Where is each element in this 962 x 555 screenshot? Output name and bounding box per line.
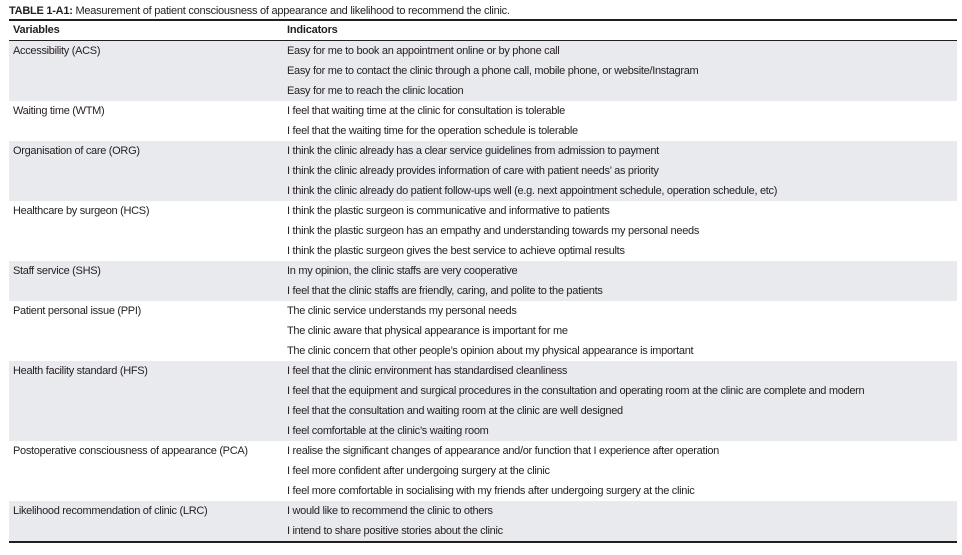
indicators-cell — [287, 301, 957, 361]
table-row-group — [9, 501, 957, 541]
indicators-cell — [287, 261, 957, 301]
indicator-item: I feel comfortable at the clinic’s waiting room — [287, 425, 489, 437]
table-row-group — [9, 441, 957, 501]
indicator-item: I think the plastic surgeon has an empathy and understanding towards my personal needs — [287, 225, 700, 237]
indicator-item: I feel that waiting time at the clinic for consultation is tolerable — [287, 105, 565, 117]
table-row-group — [9, 41, 957, 101]
indicator-item: I feel that the consultation and waiting room at the clinic are well designed — [287, 405, 623, 417]
indicator-item: Easy for me to book an appointment online or by phone call — [287, 45, 560, 57]
table-label: TABLE 1-A1: — [9, 5, 73, 17]
table-row-group — [9, 101, 957, 141]
table-row-group — [9, 141, 957, 201]
indicators-cell — [287, 441, 957, 501]
indicator-item: I feel more comfortable in socialising with my friends after undergoing surgery at the clinic — [287, 485, 695, 497]
variable-cell: Organisation of care (ORG) — [13, 145, 140, 157]
table-bottom-rule — [9, 541, 957, 543]
indicators-cell — [287, 201, 957, 261]
table-body — [9, 41, 957, 541]
variable-cell: Likelihood recommendation of clinic (LRC) — [13, 505, 208, 517]
table-header-row — [9, 21, 957, 41]
indicator-item: I feel that the equipment and surgical procedures in the consultation and operating room at the clinic are complete and modern — [287, 385, 865, 397]
indicator-item: I would like to recommend the clinic to others — [287, 505, 493, 517]
indicator-item: I realise the significant changes of appearance and/or function that I experience after operation — [287, 445, 719, 457]
indicator-item: I feel that the waiting time for the operation schedule is tolerable — [287, 125, 578, 137]
indicator-item: I feel that the clinic staffs are friendly, caring, and polite to the patients — [287, 285, 603, 297]
variable-cell: Accessibility (ACS) — [13, 45, 101, 57]
indicator-item: I think the clinic already has a clear service guidelines from admission to payment — [287, 145, 659, 157]
table-row-group — [9, 361, 957, 441]
table-row-group — [9, 261, 957, 301]
indicators-cell — [287, 361, 957, 441]
indicator-item: I feel more confident after undergoing surgery at the clinic — [287, 465, 550, 477]
indicators-cell — [287, 141, 957, 201]
table-row-group — [9, 301, 957, 361]
indicator-item: Easy for me to contact the clinic through a phone call, mobile phone, or website/Instagram — [287, 65, 699, 77]
table-title: Measurement of patient consciousness of appearance and likelihood to recommend the clinic. — [72, 5, 510, 17]
variable-cell: Healthcare by surgeon (HCS) — [13, 205, 150, 217]
variable-cell: Waiting time (WTM) — [13, 105, 105, 117]
variable-cell: Patient personal issue (PPI) — [13, 305, 141, 317]
indicator-item: Easy for me to reach the clinic location — [287, 85, 464, 97]
variable-cell: Health facility standard (HFS) — [13, 365, 148, 377]
indicator-item: The clinic concern that other people’s opinion about my physical appearance is important — [287, 345, 694, 357]
indicators-cell — [287, 101, 957, 141]
indicators-cell — [287, 501, 957, 541]
header-variables: Variables — [13, 24, 60, 36]
variable-cell: Staff service (SHS) — [13, 265, 101, 277]
table-caption — [9, 4, 957, 21]
indicator-item: The clinic service understands my personal needs — [287, 305, 517, 317]
table-row-group — [9, 201, 957, 261]
indicator-item: I intend to share positive stories about the clinic — [287, 525, 503, 537]
variable-cell: Postoperative consciousness of appearance (PCA) — [13, 445, 248, 457]
indicator-item: I think the plastic surgeon is communicative and informative to patients — [287, 205, 610, 217]
indicator-item: I think the clinic already provides information of care with patient needs’ as priority — [287, 165, 659, 177]
header-indicators: Indicators — [287, 24, 338, 36]
indicator-item: I feel that the clinic environment has standardised cleanliness — [287, 365, 568, 377]
indicator-item: In my opinion, the clinic staffs are very cooperative — [287, 265, 518, 277]
indicator-item: I think the clinic already do patient follow-ups well (e.g. next appointment schedule, operation schedule, etc) — [287, 185, 778, 197]
indicators-cell — [287, 41, 957, 101]
indicator-item: I think the plastic surgeon gives the best service to achieve optimal results — [287, 245, 625, 257]
indicator-item: The clinic aware that physical appearance is important for me — [287, 325, 568, 337]
measurement-table — [9, 4, 957, 543]
